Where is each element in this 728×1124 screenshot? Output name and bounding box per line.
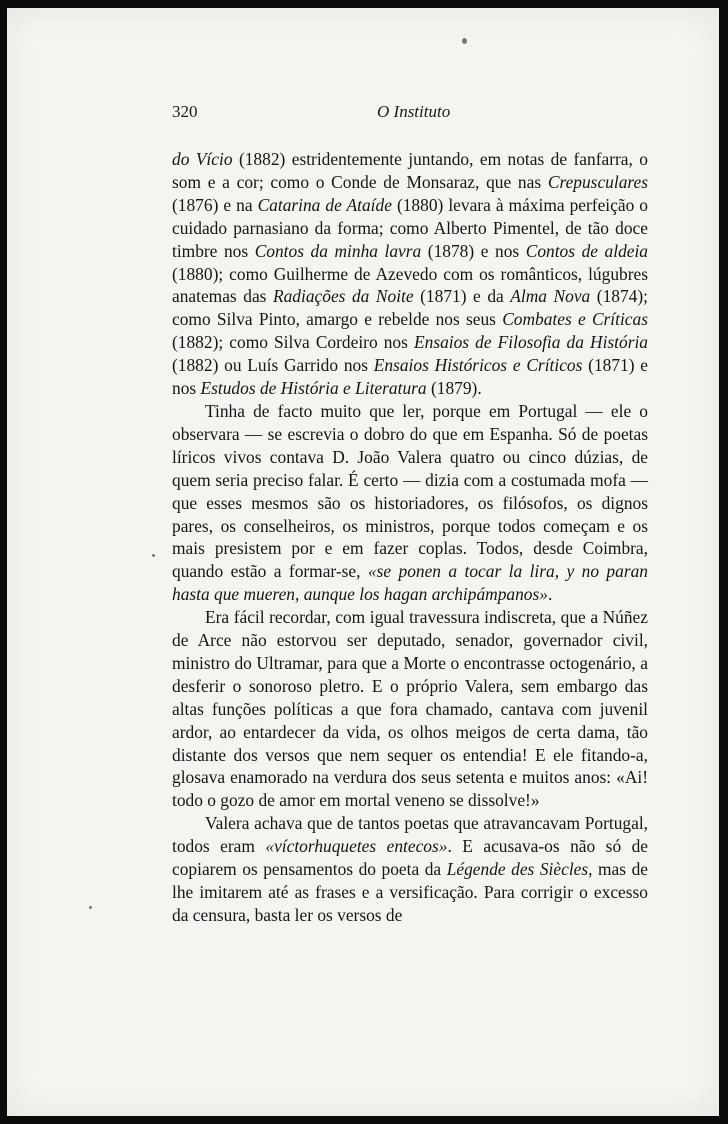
text-run: Era fácil recordar, com igual travessura indiscreta, que a Núñez de Arce não estorvou ser deputado, senador, governador civil, ministro do Ultramar, para que a Morte o encontrasse octogenário, a desferir o sonoroso pletro. E o próprio Valera, sem embargo das altas funções políticas a que fora chamado, cantava com juvenil ardor, ao entardecer da vida, os olhos meigos de certa dama, tão distante dos versos que nem sequer os entendia! E ele fitando-a, glosava enamorado na verdura dos seus setenta e muitos anos: «Ai! todo o gozo de amor em mortal veneno se dissolve!»	[172, 607, 648, 811]
running-title: O Instituto	[377, 102, 451, 121]
text-run: (1882) ou Luís Garrido nos	[172, 355, 374, 376]
italic-title: Légende des Siècles	[446, 859, 589, 880]
italic-title: Combates e Críticas	[502, 309, 648, 330]
text-run: .	[547, 584, 553, 605]
italic-title: «víctorhuquetes entecos»	[265, 836, 448, 857]
text-run: (1882); como Silva Cordeiro nos	[172, 332, 414, 353]
italic-title: Contos de aldeia	[525, 240, 649, 261]
italic-title: Ensaios de Filosofia da História	[414, 332, 649, 353]
text-run: (1871) e da	[413, 286, 511, 307]
paragraph	[172, 148, 648, 400]
body-text	[172, 148, 648, 927]
text-run: (1874); como Silva Pinto, amargo e rebelde nos seus	[172, 286, 648, 330]
italic-title: Alma Nova	[510, 286, 591, 307]
text-run: (1880) levara à máxima perfeição o cuidado parnasiano da forma; como Alberto Pimentel, de tão doce timbre nos	[172, 194, 648, 261]
ink-speck	[152, 554, 155, 557]
paragraph	[172, 606, 648, 812]
paragraph	[172, 400, 648, 606]
text-run: . E acusava-os não só de copiarem os pensamentos do poeta da	[172, 836, 649, 880]
paragraph	[172, 812, 648, 927]
text-run: (1876) e na	[172, 194, 258, 215]
italic-title: «se ponen a tocar la lira, y no paran hasta que mueren, aunque los hagan archipámpanos»	[172, 561, 648, 605]
ink-speck	[462, 38, 467, 44]
text-run: (1879).	[426, 378, 482, 399]
text-run: (1882) estridentemente juntando, em notas de fanfarra, o som e a cor; como o Conde de Monsaraz, que nas	[172, 149, 648, 192]
italic-title: Estudos de História e Literatura	[200, 378, 427, 399]
text-run: , mas de lhe imitarem até as frases e a versificação. Para corrigir o excesso da censura, basta ler os versos de	[172, 859, 648, 925]
text-run: (1878) e nos	[421, 240, 526, 261]
italic-title: Ensaios Históricos e Críticos	[373, 355, 583, 376]
page-number: 320	[172, 102, 198, 121]
book-page	[7, 8, 719, 1116]
text-run: (1871) e nos	[172, 355, 649, 399]
text-run: Tinha de facto muito que ler, porque em Portugal — ele o observara — se escrevia o dobro do que em Espanha. Só de poetas líricos vivos contava D. João Valera quatro ou cinco dúzias, de quem seria preciso falar. É certo — dizia com a costumada mofa — que esses mesmos são os historiadores, os filósofos, os dignos pares, os conselheiros, os ministros, porque todos começam e os mais presistem por e em fazer coplas. Todos, desde Coimbra, quando estão a formar-se,	[172, 400, 648, 582]
italic-title: Contos da minha lavra	[254, 240, 422, 261]
italic-title: Catarina de Ataíde	[257, 194, 392, 215]
text-run: (1880); como Guilherme de Azevedo com os românticos, lúgubres anatemas das	[172, 263, 648, 307]
italic-title: do Vício	[172, 149, 233, 169]
italic-title: Radiações da Noite	[272, 286, 414, 307]
italic-title: Crepusculares	[547, 171, 648, 192]
text-run: Valera achava que de tantos poetas que atravancavam Portugal, todos eram	[172, 813, 648, 857]
ink-speck	[89, 906, 92, 909]
